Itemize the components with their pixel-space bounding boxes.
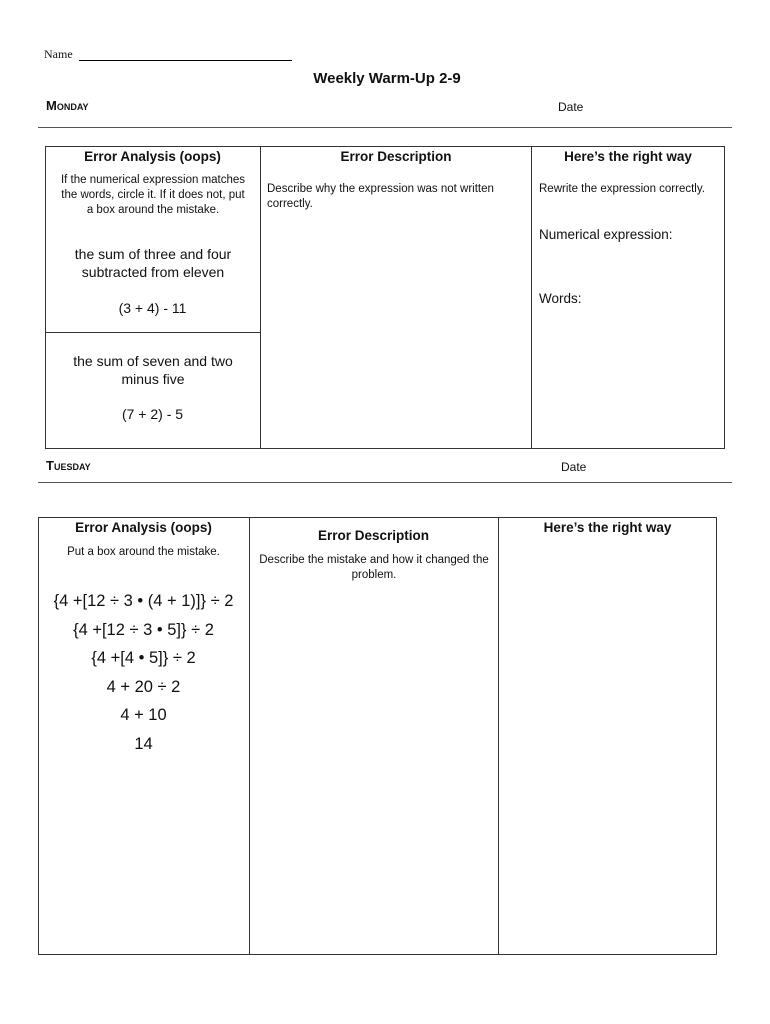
- monday-error-description-area[interactable]: [262, 220, 530, 446]
- tuesday-right-way-header: Here’s the right way: [543, 520, 672, 535]
- monday-right-way-instructions: Rewrite the expression correctly.: [539, 183, 705, 195]
- name-field[interactable]: [79, 60, 292, 61]
- tuesday-error-analysis-instructions: Put a box around the mistake.: [67, 546, 220, 558]
- tuesday-col-divider-2: [498, 517, 499, 955]
- tuesday-step: {4 +[12 ÷ 3 • (4 + 1)]} ÷ 2: [53, 592, 234, 610]
- monday-numerical-expression-label: Numerical expression:: [539, 227, 673, 242]
- monday-problem1-words: the sum of three and four subtracted from eleven: [74, 246, 232, 280]
- tuesday-error-description-area[interactable]: [251, 590, 497, 952]
- monday-divider: [38, 127, 732, 128]
- tuesday-date-label: Date: [561, 460, 587, 474]
- tuesday-step: {4 +[12 ÷ 3 • 5]} ÷ 2: [73, 620, 214, 639]
- monday-error-description-header: Error Description: [340, 149, 452, 164]
- monday-problem2-words: the sum of seven and two minus five: [73, 353, 233, 387]
- tuesday-step: 4 + 10: [120, 706, 167, 724]
- monday-problem-divider: [45, 332, 261, 333]
- tuesday-step: 4 + 20 ÷ 2: [106, 677, 181, 696]
- monday-date-label: Date: [558, 100, 584, 114]
- tuesday-right-way-area[interactable]: [500, 545, 715, 953]
- tuesday-error-description-instructions: Describe the mistake and how it changed the problem.: [259, 554, 489, 581]
- monday-col-divider-2: [531, 146, 532, 449]
- tuesday-error-analysis-header: Error Analysis (oops): [75, 520, 212, 535]
- monday-label: Monday: [46, 98, 89, 113]
- monday-error-analysis-instructions: If the numerical expression matches the words, circle it. If it does not, put a box around the mistake.: [60, 174, 246, 216]
- tuesday-label: Tuesday: [46, 458, 91, 473]
- tuesday-divider: [38, 482, 732, 483]
- monday-error-analysis-header: Error Analysis (oops): [84, 149, 221, 164]
- name-label: Name: [44, 47, 73, 61]
- monday-problem1-expression: (3 + 4) - 11: [118, 300, 187, 316]
- tuesday-col-divider-1: [249, 517, 250, 955]
- tuesday-step: 14: [134, 734, 153, 753]
- tuesday-error-description-header: Error Description: [317, 528, 430, 543]
- monday-col-divider-1: [260, 146, 261, 449]
- tuesday-step: {4 +[4 • 5]} ÷ 2: [91, 649, 196, 667]
- monday-error-description-instructions: Describe why the expression was not written correctly.: [267, 183, 494, 210]
- page-title: Weekly Warm-Up 2-9: [313, 70, 461, 87]
- monday-words-label: Words:: [539, 291, 582, 306]
- monday-problem2-expression: (7 + 2) - 5: [121, 406, 184, 422]
- monday-right-way-header: Here’s the right way: [564, 149, 692, 164]
- tuesday-steps-list: [38, 587, 249, 758]
